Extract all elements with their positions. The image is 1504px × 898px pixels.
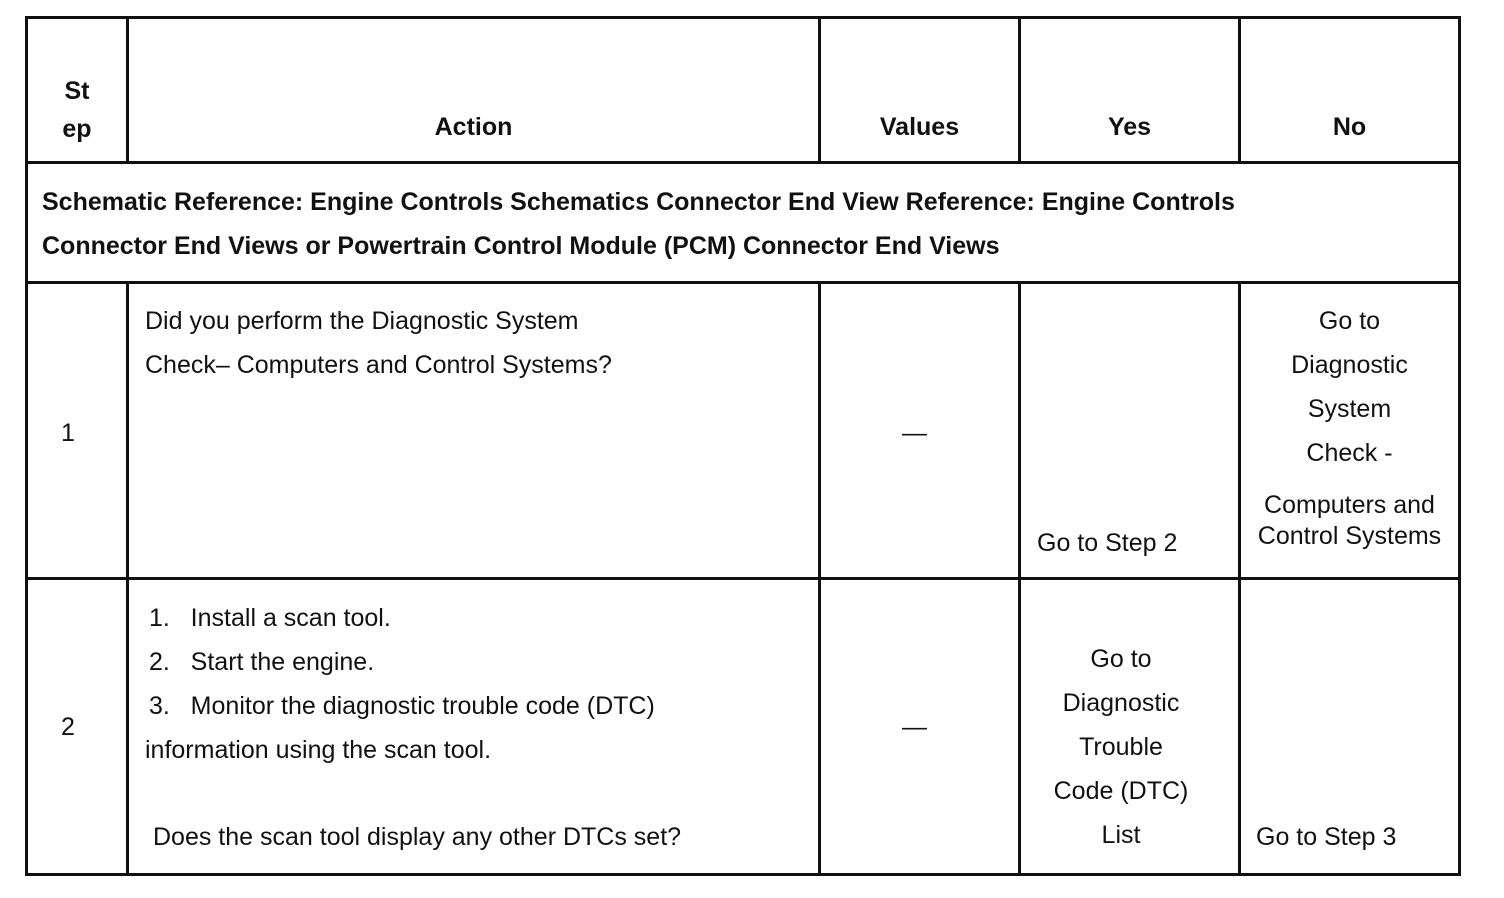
row-2-yes [1021,637,1221,857]
header-action: Action [434,113,513,141]
reference-line-2: Connector End Views or Powertrain Control Module (PCM) Connector End Views [42,232,1000,260]
row-2-yes-line-1: Go to [1090,645,1152,673]
row-2-yes-line-4: Code (DTC) [1053,777,1189,805]
row-2-action-question: Does the scan tool display any other DTCs set? [153,823,682,851]
row-1-action-line-2: Check– Computers and Control Systems? [145,351,612,379]
reference-line-1: Schematic Reference: Engine Controls Schematics Connector End View Reference: Engine Controls [42,188,1235,216]
row-2-yes-line-5: List [1101,821,1141,849]
row-2-yes-line-2: Diagnostic [1062,689,1180,717]
header-yes: Yes [1107,113,1152,141]
header-step-line2: ep [62,115,92,143]
row-2-yes-line-3: Trouble [1079,733,1163,761]
row-1-no-line-4: Check - [1306,439,1393,467]
row-2-action-item-1: 1. Install a scan tool. [149,604,391,632]
header-values: Values [879,113,960,141]
row-1-no [1241,299,1458,551]
row-2-action [145,596,805,772]
schematic-reference [42,180,1452,268]
row-1-no-line-3: System [1307,395,1392,423]
row-1-no-line-1: Go to [1318,307,1381,335]
row-2-no: Go to Step 3 [1256,823,1397,851]
row-1-yes: Go to Step 2 [1037,529,1178,557]
row-1-values: — [902,419,927,447]
row-2-action-item-2: 2. Start the engine. [149,648,375,676]
header-no: No [1332,113,1367,141]
row-1-no-line-2: Diagnostic [1291,351,1408,379]
row-1-no-line-6: Control Systems [1257,522,1442,550]
row-2-values: — [902,713,927,741]
row-2-step: 2 [61,713,75,741]
grid-line [25,281,1461,284]
header-step-line1: St [64,77,90,105]
row-2-action-continuation: information using the scan tool. [145,736,492,764]
row-1-step: 1 [61,419,75,447]
row-1-action [145,299,805,387]
header-step [28,72,126,148]
row-1-no-line-5: Computers and [1264,491,1435,519]
row-1-action-line-1: Did you perform the Diagnostic System [145,307,579,335]
grid-line [25,161,1461,164]
row-2-action-item-3: 3. Monitor the diagnostic trouble code (DTC) [149,692,655,720]
grid-line [25,577,1461,580]
